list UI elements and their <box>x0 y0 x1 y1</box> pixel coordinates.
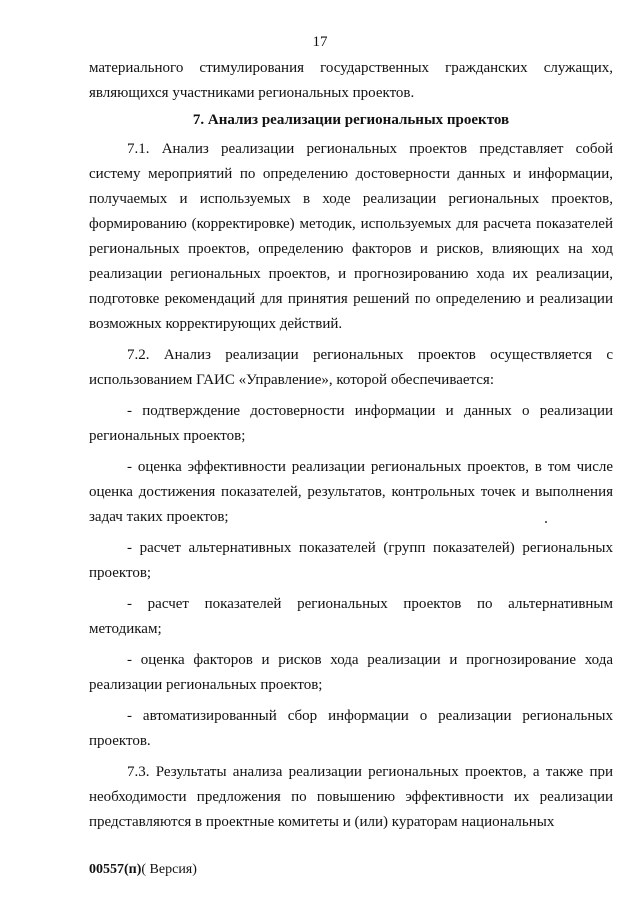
list-item-alternative-methods: - расчет показателей региональных проектов по альтернативным методикам; <box>89 596 613 637</box>
scan-speck <box>545 521 547 523</box>
page-number: 17 <box>312 34 328 50</box>
document-code: 00557(п) <box>89 862 142 877</box>
document-footer <box>89 862 197 878</box>
document-version: ( Версия) <box>141 862 197 877</box>
paragraph-7-2: 7.2. Анализ реализации региональных проектов осуществляется с использованием ГАИС «Управление», которой обеспечивается: <box>89 347 613 388</box>
intro-continuation: материального стимулирования государственных гражданских служащих, являющихся участниками региональных проектов. <box>89 60 613 101</box>
list-item-confirmation: - подтверждение достоверности информации и данных о реализации региональных проектов; <box>89 403 613 444</box>
list-item-alternative-indicators: - расчет альтернативных показателей (групп показателей) региональных проектов; <box>89 540 613 581</box>
list-item-efficiency: - оценка эффективности реализации региональных проектов, в том числе оценка достижения показателей, результатов, контрольных точек и выполнения задач таких проектов; <box>89 459 613 525</box>
paragraph-7-1: 7.1. Анализ реализации региональных проектов представляет собой систему мероприятий по определению достоверности данных и информации, получаемых и используемых в ходе реализации региональных проектов, формированию (корректировке) методик, используемых для расчета показателей региональных проектов, определению факторов и рисков, влияющих на ход реализации региональных проектов, и прогнозированию хода их реализации, подготовке рекомендаций для принятия решений по определению и реализации возможных корректирующих действий. <box>89 141 613 332</box>
list-item-risk-forecast: - оценка факторов и рисков хода реализации и прогнозирование хода реализации региональных проектов; <box>89 652 613 693</box>
section-heading: 7. Анализ реализации региональных проектов <box>192 112 510 128</box>
paragraph-7-3: 7.3. Результаты анализа реализации региональных проектов, а также при необходимости предложения по повышению эффективности их реализации представляются в проектные комитеты и (или) кураторам национальных <box>89 764 613 830</box>
list-item-automated-collection: - автоматизированный сбор информации о реализации региональных проектов. <box>89 708 613 749</box>
document-body <box>89 56 613 835</box>
